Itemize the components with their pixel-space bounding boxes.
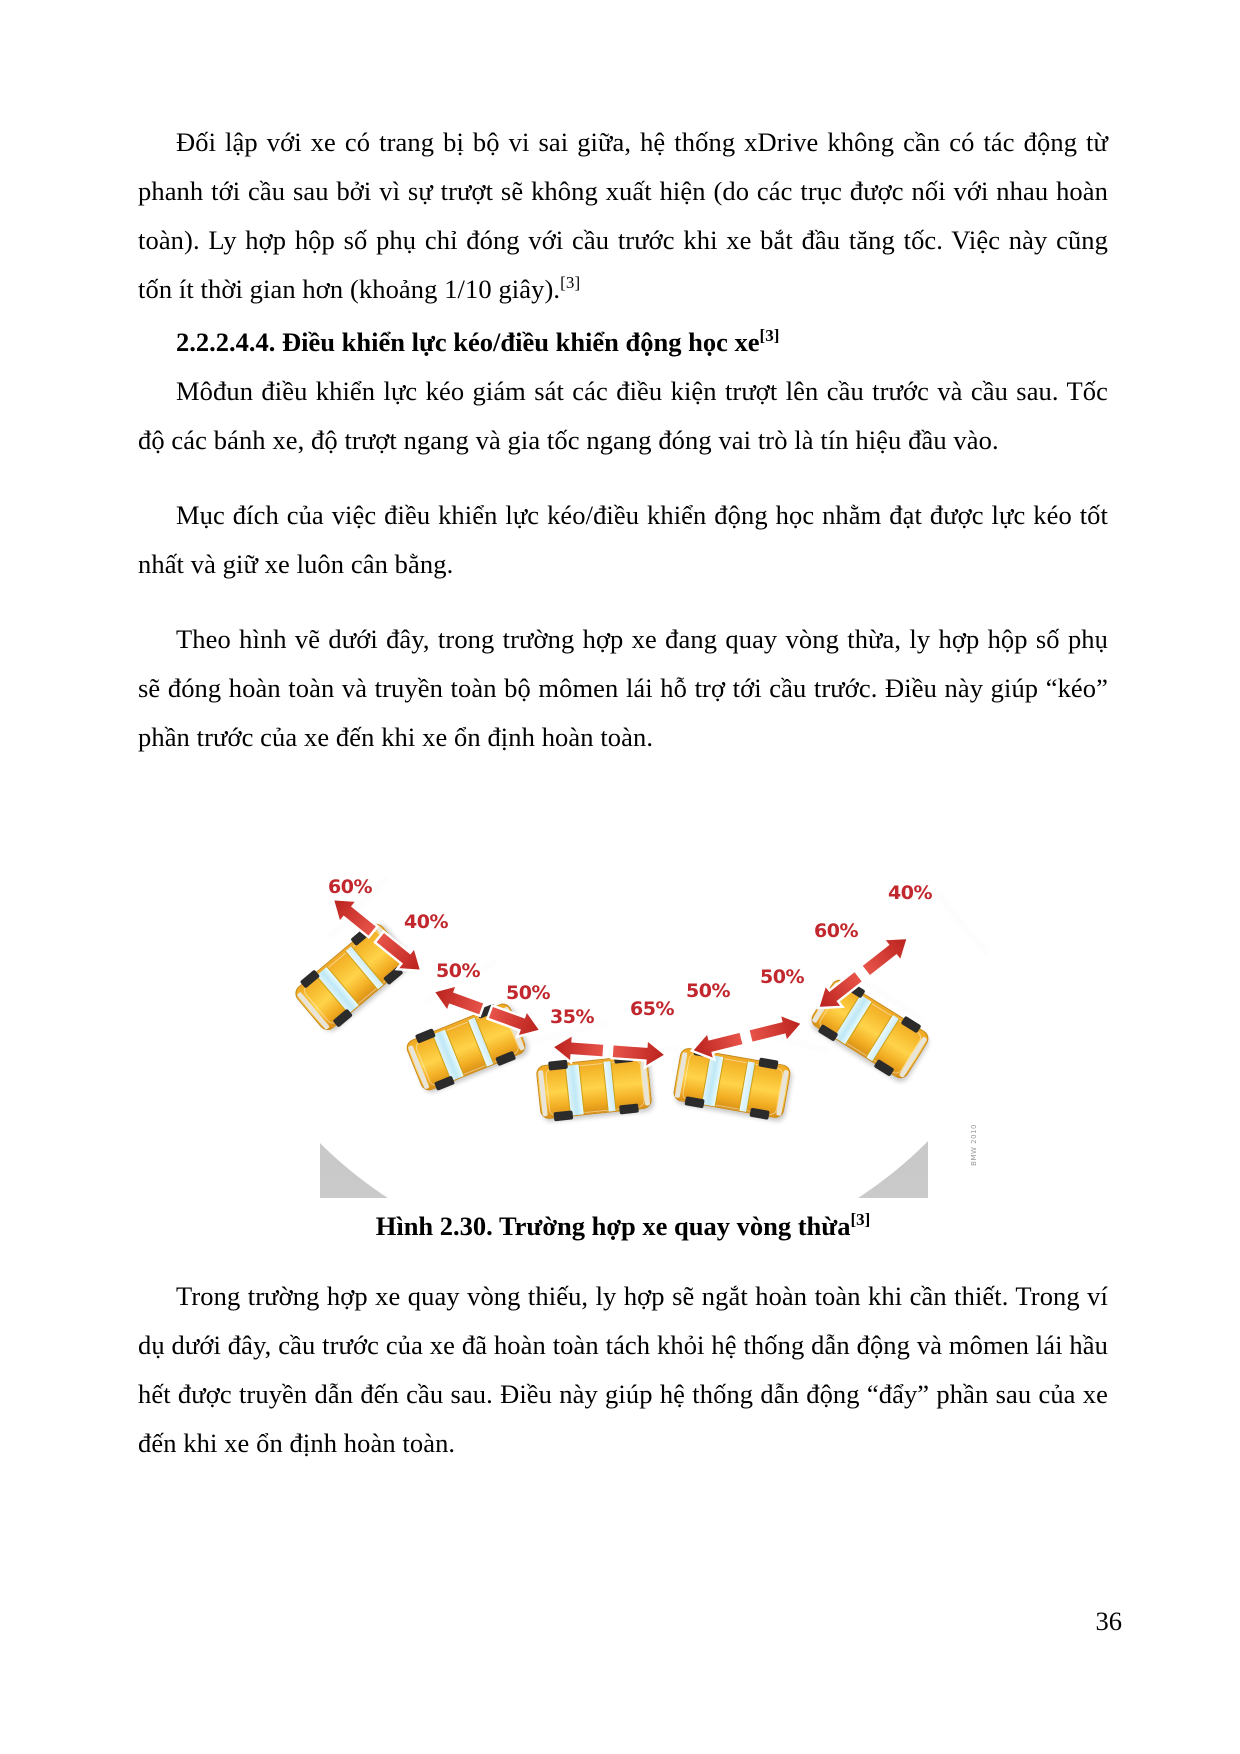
figure-top-mask	[258, 798, 988, 800]
label-car2-rear: 50%	[506, 982, 550, 1004]
paragraph-5: Trong trường hợp xe quay vòng thiếu, ly hợp sẽ ngắt hoàn toàn khi cần thiết. Trong ví dụ dưới đây, cầu trước của xe đã hoàn toàn tách khỏi hệ thống dẫn động và mômen lái hầu hết được truyền dẫn đến cầu sau. Điều này giúp hệ thống dẫn động “đẩy” phần sau của xe đến khi xe ổn định hoàn toàn.	[138, 1281, 1108, 1458]
label-car4-front: 50%	[686, 980, 730, 1002]
page-content	[138, 118, 1108, 1472]
label-car2-front: 50%	[436, 960, 480, 982]
page-number: 36	[1095, 1606, 1122, 1636]
paragraph-1	[138, 118, 1108, 314]
figure-caption-text: Hình 2.30. Trường hợp xe quay vòng thừa	[375, 1211, 851, 1241]
figure-right-mask	[928, 798, 988, 1198]
section-heading	[138, 318, 1108, 367]
label-car1-rear: 40%	[404, 911, 448, 933]
label-car1-front: 60%	[328, 876, 372, 898]
paragraph-spacer	[138, 593, 1108, 615]
label-car3-front: 35%	[550, 1006, 594, 1028]
paragraph-spacer	[138, 469, 1108, 491]
figure-caption	[376, 1206, 871, 1246]
label-car4-rear: 50%	[760, 966, 804, 988]
paragraph-3: Mục đích của việc điều khiển lực kéo/điều khiển động học nhằm đạt được lực kéo tốt nhất và giữ xe luôn cân bằng.	[138, 500, 1108, 579]
figure-caption-ref: [3]	[850, 1210, 871, 1230]
citation-ref-heading: [3]	[759, 326, 780, 346]
figure-image	[258, 798, 988, 1198]
paragraph-1-text: Đối lập với xe có trang bị bộ vi sai giữa, hệ thống xDrive không cần có tác động từ phanh tới cầu sau bởi vì sự trượt sẽ không xuất hiện (do các trục được nối với nhau hoàn toàn). Ly hợp hộp số phụ chỉ đóng với cầu trước khi xe bắt đầu tăng tốc. Việc này cũng tốn ít thời gian hơn (khoảng 1/10 giây).	[138, 127, 1108, 304]
paragraph-4: Theo hình vẽ dưới đây, trong trường hợp xe đang quay vòng thừa, ly hợp hộp số phụ sẽ đóng hoàn toàn và truyền toàn bộ mômen lái hỗ trợ tới cầu trước. Điều này giúp “kéo” phần trước của xe đến khi xe ổn định hoàn toàn.	[138, 624, 1108, 752]
figure-watermark: BMW 2010	[970, 1124, 978, 1166]
section-heading-text: 2.2.2.4.4. Điều khiển lực kéo/điều khiển động học xe	[176, 327, 760, 357]
citation-ref-1: [3]	[560, 273, 581, 293]
label-car5-front: 60%	[814, 920, 858, 942]
label-car5-rear: 40%	[888, 882, 932, 904]
paragraph-2: Môđun điều khiển lực kéo giám sát các điều kiện trượt lên cầu trước và cầu sau. Tốc độ các bánh xe, độ trượt ngang và gia tốc ngang đóng vai trò là tín hiệu đầu vào.	[138, 376, 1108, 455]
label-car3-rear: 65%	[630, 998, 674, 1020]
figure-2-30	[138, 798, 1108, 1246]
